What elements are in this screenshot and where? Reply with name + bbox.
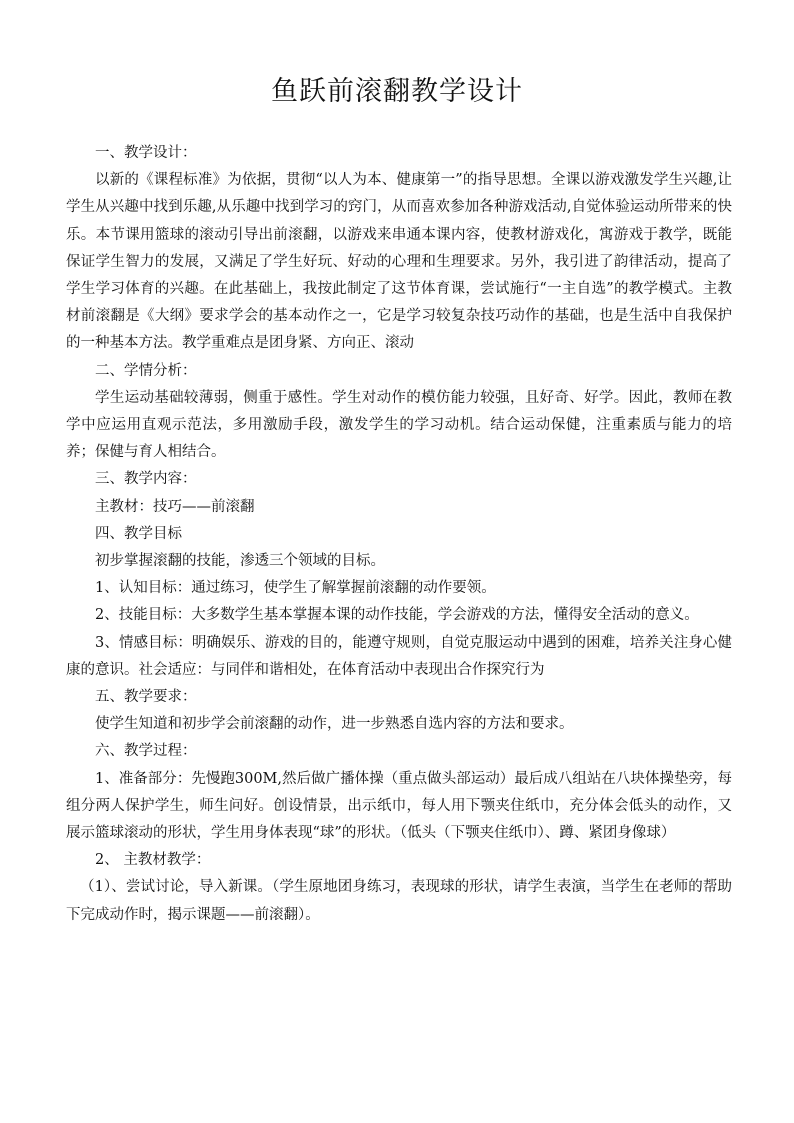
paragraph-process-prep: 1、准备部分：先慢跑300M,然后做广播体操（重点做头部运动）最后成八组站在八块体操垫旁，每组分两人保护学生，师生问好。创设情景，出示纸巾，每人用下颚夹住纸巾，充分体会低头的动作，又展示篮球滚动的形状，学生用身体表现“球”的形状。（低头（下颚夹住纸巾）、蹲、紧团身像球）	[66, 770, 732, 842]
section-heading-goals: 四、教学目标	[95, 525, 182, 542]
section-heading-process: 六、教学过程：	[95, 743, 197, 760]
paragraph-process-main: 2、 主教材教学：	[95, 852, 211, 869]
goal-cognitive: 1、认知目标：通过练习，使学生了解掌握前滚翻的动作要领。	[95, 580, 496, 597]
section-heading-requirements: 五、教学要求：	[95, 689, 197, 706]
document-title: 鱼跃前滚翻教学设计	[271, 76, 523, 107]
section-heading-content: 三、教学内容：	[95, 471, 197, 488]
section-heading-design: 一、教学设计：	[95, 145, 197, 161]
paragraph-process-step1: （1）、尝试讨论，导入新课。（学生原地团身练习，表现球的形状，请学生表演，当学生在老师的帮助下完成动作时，揭示课题——前滚翻）。	[66, 879, 732, 923]
document-body	[66, 140, 732, 929]
paragraph-design: 以新的《课程标准》为依据，贯彻“以人为本、健康第一”的指导思想。全课以游戏激发学生兴趣,让学生从兴趣中找到乐趣,从乐趣中找到学习的窍门，从而喜欢参加各种游戏活动,自觉体验运动所带来的快乐。本节课用篮球的滚动引导出前滚翻，以游戏来串通本课内容，使教材游戏化，寓游戏于教学，既能保证学生智力的发展，又满足了学生好玩、好动的心理和生理要求。另外，我引进了韵律活动，提高了学生学习体育的兴趣。在此基础上，我按此制定了这节体育课，尝试施行“一主自选”的教学模式。主教材前滚翻是《大纲》要求学会的基本动作之一，它是学习较复杂技巧动作的基础，也是生活中自我保护的一种基本方法。教学重难点是团身紧、方向正、滚动	[66, 172, 732, 352]
paragraph-requirements: 使学生知道和初步学会前滚翻的动作，进一步熟悉自选内容的方法和要求。	[95, 716, 574, 733]
goal-emotion: 3、情感目标：明确娱乐、游戏的目的，能遵守规则，自觉克服运动中遇到的困难，培养关注身心健康的意识。社会适应：与同伴和谐相处，在体育活动中表现出合作探究行为	[66, 634, 732, 678]
section-heading-analysis: 二、学情分析：	[95, 362, 197, 379]
paragraph-analysis: 学生运动基础较薄弱，侧重于感性。学生对动作的模仿能力较强，且好奇、好学。因此，教师在教学中应运用直观示范法，多用激励手段，激发学生的学习动机。结合运动保健，注重素质与能力的培养；保健与育人相结合。	[66, 389, 732, 461]
paragraph-goals-intro: 初步掌握滚翻的技能，渗透三个领域的目标。	[95, 553, 385, 570]
paragraph-content: 主教材：技巧——前滚翻	[95, 498, 255, 515]
goal-skill: 2、技能目标：大多数学生基本掌握本课的动作技能，学会游戏的方法，懂得安全活动的意义。	[95, 607, 699, 624]
